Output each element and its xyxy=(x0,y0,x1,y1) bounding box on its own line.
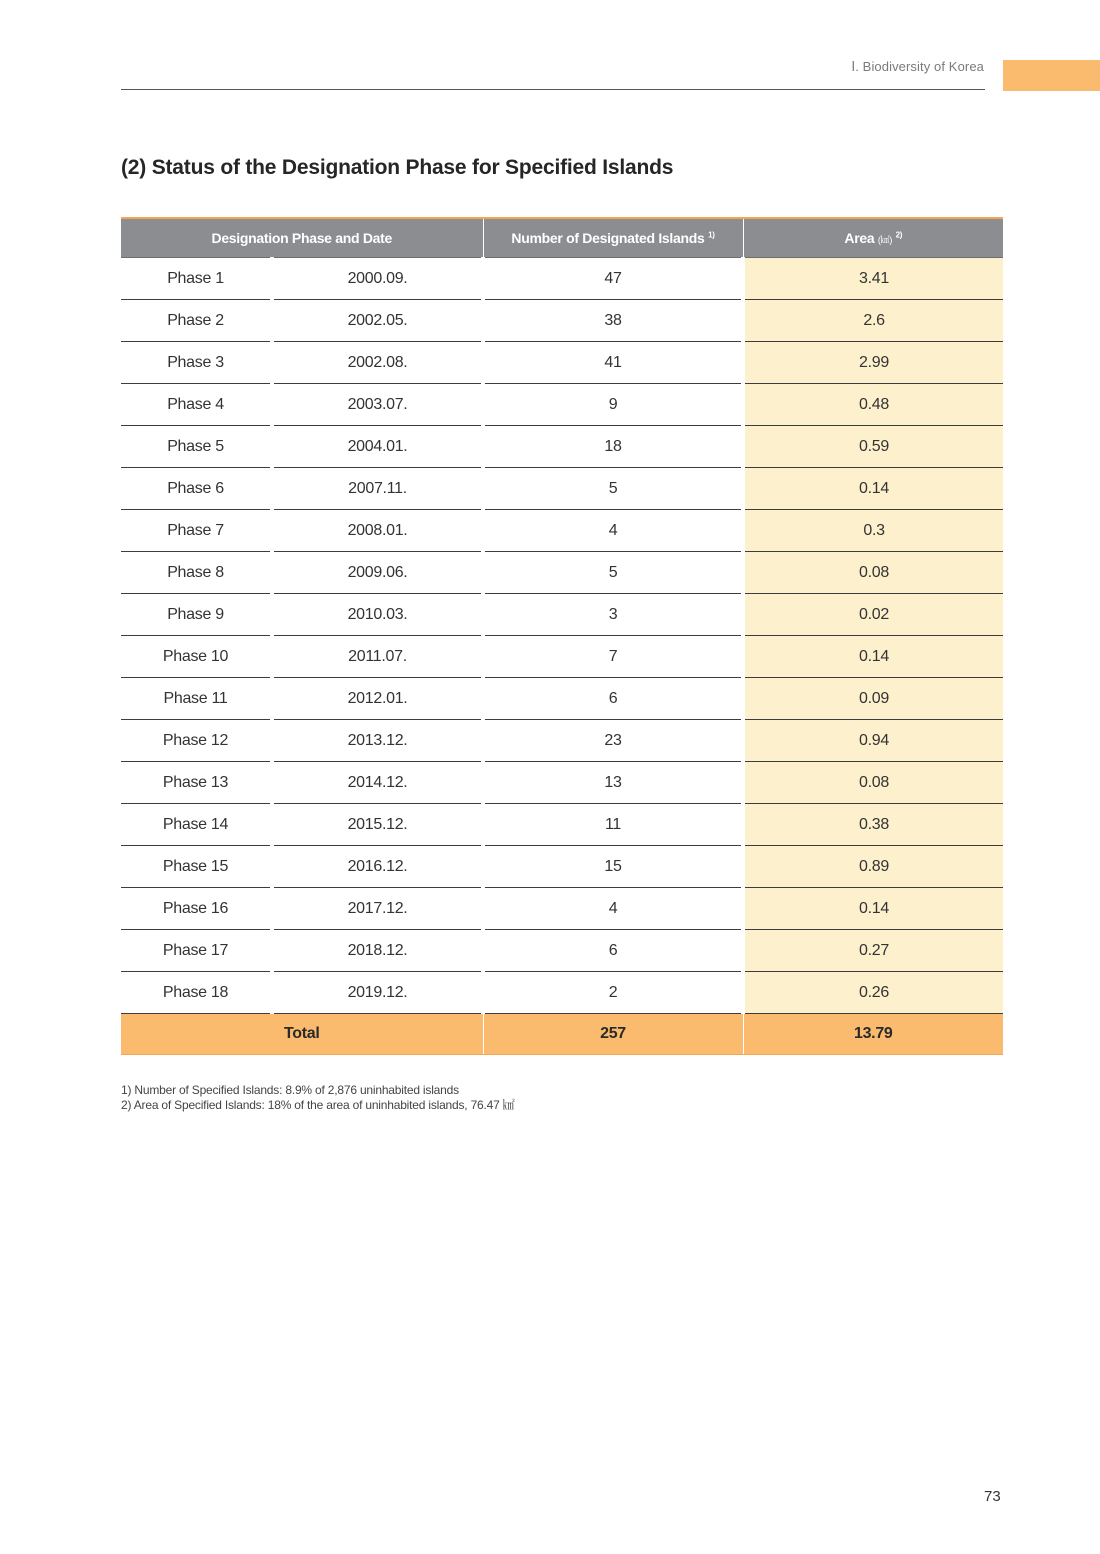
area-cell: 0.08 xyxy=(743,762,1003,804)
area-cell: 0.02 xyxy=(743,594,1003,636)
area-footnote-mark: 2) xyxy=(895,230,903,240)
area-cell: 3.41 xyxy=(743,258,1003,300)
header-phase-date: Designation Phase and Date xyxy=(121,218,483,258)
table-row xyxy=(121,384,1003,426)
table-row xyxy=(121,636,1003,678)
phase-cell: Phase 4 xyxy=(121,384,272,426)
total-islands: 257 xyxy=(483,1014,743,1055)
islands-cell: 47 xyxy=(483,258,743,300)
phase-cell: Phase 17 xyxy=(121,930,272,972)
area-cell: 0.94 xyxy=(743,720,1003,762)
area-cell: 0.14 xyxy=(743,888,1003,930)
date-cell: 2000.09. xyxy=(272,258,483,300)
date-cell: 2019.12. xyxy=(272,972,483,1014)
total-row xyxy=(121,1014,1003,1055)
area-cell: 2.6 xyxy=(743,300,1003,342)
islands-cell: 41 xyxy=(483,342,743,384)
section-title: (2) Status of the Designation Phase for Specified Islands xyxy=(121,156,674,179)
phase-cell: Phase 18 xyxy=(121,972,272,1014)
table-row xyxy=(121,762,1003,804)
islands-cell: 6 xyxy=(483,678,743,720)
phase-cell: Phase 2 xyxy=(121,300,272,342)
date-cell: 2018.12. xyxy=(272,930,483,972)
phase-cell: Phase 12 xyxy=(121,720,272,762)
phase-cell: Phase 16 xyxy=(121,888,272,930)
phase-cell: Phase 8 xyxy=(121,552,272,594)
islands-cell: 38 xyxy=(483,300,743,342)
islands-footnote-mark: 1) xyxy=(708,230,715,240)
table-row xyxy=(121,678,1003,720)
islands-cell: 15 xyxy=(483,846,743,888)
table-row xyxy=(121,258,1003,300)
islands-cell: 4 xyxy=(483,510,743,552)
area-cell: 0.09 xyxy=(743,678,1003,720)
area-cell: 0.14 xyxy=(743,636,1003,678)
date-cell: 2003.07. xyxy=(272,384,483,426)
islands-cell: 6 xyxy=(483,930,743,972)
phase-cell: Phase 3 xyxy=(121,342,272,384)
date-cell: 2002.05. xyxy=(272,300,483,342)
phase-cell: Phase 13 xyxy=(121,762,272,804)
area-cell: 0.59 xyxy=(743,426,1003,468)
footnotes xyxy=(121,1083,515,1113)
islands-cell: 23 xyxy=(483,720,743,762)
islands-cell: 4 xyxy=(483,888,743,930)
area-cell: 0.3 xyxy=(743,510,1003,552)
table-row xyxy=(121,552,1003,594)
phase-cell: Phase 15 xyxy=(121,846,272,888)
date-cell: 2012.01. xyxy=(272,678,483,720)
header-area: Area (㎢) $^{2)}$ xyxy=(743,218,1003,258)
chapter-tab xyxy=(1003,60,1100,91)
phase-cell: Phase 9 xyxy=(121,594,272,636)
area-unit: (㎢) xyxy=(877,235,893,245)
date-cell: 2015.12. xyxy=(272,804,483,846)
area-cell: 0.48 xyxy=(743,384,1003,426)
area-cell: 2.99 xyxy=(743,342,1003,384)
area-cell: 0.27 xyxy=(743,930,1003,972)
date-cell: 2004.01. xyxy=(272,426,483,468)
table-row xyxy=(121,888,1003,930)
table-row xyxy=(121,300,1003,342)
islands-cell: 11 xyxy=(483,804,743,846)
table-header-row xyxy=(121,218,1003,258)
islands-cell: 2 xyxy=(483,972,743,1014)
date-cell: 2008.01. xyxy=(272,510,483,552)
area-cell: 0.08 xyxy=(743,552,1003,594)
header-islands: Number of Designated Islands $^{1)}$ xyxy=(483,218,743,258)
islands-cell: 7 xyxy=(483,636,743,678)
table-row xyxy=(121,342,1003,384)
phase-cell: Phase 6 xyxy=(121,468,272,510)
date-cell: 2013.12. xyxy=(272,720,483,762)
area-cell: 0.89 xyxy=(743,846,1003,888)
islands-cell: 5 xyxy=(483,552,743,594)
table-row xyxy=(121,468,1003,510)
phase-cell: Phase 10 xyxy=(121,636,272,678)
phase-cell: Phase 11 xyxy=(121,678,272,720)
total-area: 13.79 xyxy=(743,1014,1003,1055)
table-row xyxy=(121,594,1003,636)
date-cell: 2011.07. xyxy=(272,636,483,678)
phase-cell: Phase 7 xyxy=(121,510,272,552)
table-row xyxy=(121,930,1003,972)
date-cell: 2017.12. xyxy=(272,888,483,930)
phase-cell: Phase 5 xyxy=(121,426,272,468)
islands-cell: 3 xyxy=(483,594,743,636)
table-row xyxy=(121,720,1003,762)
islands-cell: 18 xyxy=(483,426,743,468)
phase-cell: Phase 1 xyxy=(121,258,272,300)
date-cell: 2010.03. xyxy=(272,594,483,636)
area-cell: 0.26 xyxy=(743,972,1003,1014)
header-divider xyxy=(121,89,985,90)
running-header: Ⅰ. Biodiversity of Korea xyxy=(851,59,984,74)
date-cell: 2007.11. xyxy=(272,468,483,510)
islands-cell: 13 xyxy=(483,762,743,804)
table-row xyxy=(121,510,1003,552)
date-cell: 2002.08. xyxy=(272,342,483,384)
phase-cell: Phase 14 xyxy=(121,804,272,846)
page-number: 73 xyxy=(984,1488,1001,1505)
islands-cell: 9 xyxy=(483,384,743,426)
area-cell: 0.38 xyxy=(743,804,1003,846)
total-label: Total xyxy=(121,1014,483,1055)
table-row xyxy=(121,846,1003,888)
date-cell: 2016.12. xyxy=(272,846,483,888)
footnote-1: 1) Number of Specified Islands: 8.9% of 2,876 uninhabited islands xyxy=(121,1083,459,1097)
date-cell: 2009.06. xyxy=(272,552,483,594)
table-row xyxy=(121,804,1003,846)
date-cell: 2014.12. xyxy=(272,762,483,804)
designation-phase-table xyxy=(121,217,1003,1055)
area-cell: 0.14 xyxy=(743,468,1003,510)
footnote-2: 2) Area of Specified Islands: 18% of the area of uninhabited islands, 76.47 ㎢ xyxy=(121,1098,515,1112)
islands-cell: 5 xyxy=(483,468,743,510)
table-row xyxy=(121,426,1003,468)
table-row xyxy=(121,972,1003,1014)
